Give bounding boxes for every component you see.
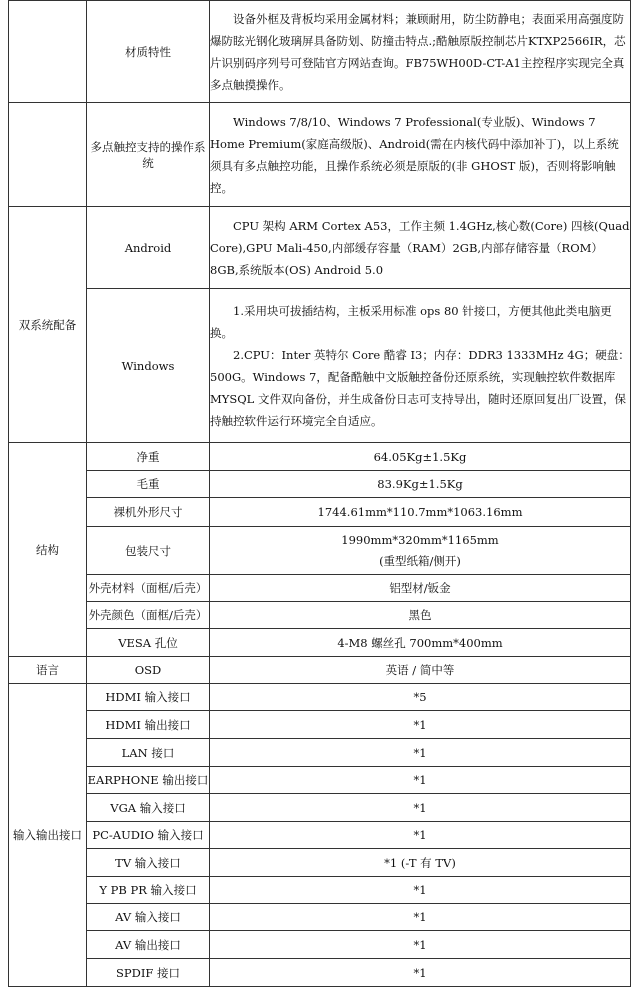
row-label: EARPHONE 输出接口: [87, 767, 210, 794]
section-language: 语言: [9, 657, 87, 684]
table-row: [9, 527, 631, 575]
row-value: 4-M8 螺丝孔 700mm*400mm: [210, 629, 631, 657]
row-label: OSD: [87, 657, 210, 684]
row-value: 铝型材/钣金: [210, 575, 631, 602]
row-value: *1: [210, 904, 631, 931]
row-label: 毛重: [87, 471, 210, 498]
table-row: [9, 629, 631, 657]
table-row: [9, 822, 631, 849]
windows-para-2: 2.CPU：Inter 英特尔 Core 酷睿 I3；内存：DDR3 1333MHz 4G；硬盘：500G。Windows 7，配备酷触中文版触控备份还原系统，实现触控软件数据库 MYSQL 文件双向备份，并生成备份日志可支持导出，随时还原回复出厂设置，保持触控软件运行环境完全自适应。: [210, 347, 630, 428]
row-value-android: [210, 207, 631, 289]
table-row: [9, 575, 631, 602]
row-label: HDMI 输入接口: [87, 684, 210, 711]
row-label-os: 多点触控支持的操作系统: [87, 103, 210, 207]
package-note: (重型纸箱/侧开): [379, 553, 461, 568]
table-row: [9, 1, 631, 103]
row-value: *5: [210, 684, 631, 711]
material-text: 设备外框及背板均采用金属材料；兼顾耐用，防尘防静电；表面采用高强度防爆防眩光钢化玻璃屏具备防划、防撞击特点.;酷触原版控制芯片KTXP2566IR，芯片识别码序列号可登陆官方网站查询。FB75WH00D-CT-A1主控程序实现完全真多点触摸操作。: [210, 11, 626, 92]
row-label: SPDIF 接口: [87, 959, 210, 987]
row-label: VGA 输入接口: [87, 794, 210, 822]
row-value: 英语 / 简中等: [210, 657, 631, 684]
table-row: [9, 767, 631, 794]
row-value: *1: [210, 739, 631, 767]
row-value: *1: [210, 767, 631, 794]
row-value: *1: [210, 822, 631, 849]
table-row: [9, 849, 631, 877]
table-row: [9, 471, 631, 498]
row-label: HDMI 输出接口: [87, 711, 210, 739]
row-label-windows: Windows: [87, 289, 210, 443]
spec-table: [8, 0, 631, 987]
row-label: 外壳材料（面框/后壳）: [87, 575, 210, 602]
row-value: 64.05Kg±1.5Kg: [210, 443, 631, 471]
row-label: 净重: [87, 443, 210, 471]
row-label: 外壳颜色（面框/后壳）: [87, 602, 210, 629]
row-label: PC-AUDIO 输入接口: [87, 822, 210, 849]
table-row: [9, 498, 631, 527]
table-row: [9, 103, 631, 207]
row-label: AV 输出接口: [87, 931, 210, 959]
row-label-material: 材质特性: [87, 1, 210, 103]
row-value: *1: [210, 711, 631, 739]
os-text: Windows 7/8/10、Windows 7 Professional(专业版)、Windows 7 Home Premium(家庭高级版)、Android(需在内核代码中添加补丁)，以上系统须具有多点触控功能，且操作系统必须是原版的(非 GHOST 版)，否则将影响触控。: [210, 114, 619, 195]
section-io: 输入输出接口: [9, 684, 87, 987]
row-value: 1744.61mm*110.7mm*1063.16mm: [210, 498, 631, 527]
table-row: [9, 711, 631, 739]
row-value: *1: [210, 877, 631, 904]
row-value: *1 (-T 有 TV): [210, 849, 631, 877]
row-label: LAN 接口: [87, 739, 210, 767]
table-row: [9, 207, 631, 289]
row-value: *1: [210, 794, 631, 822]
empty-cell: [9, 103, 87, 207]
table-row: [9, 794, 631, 822]
row-value-os: [210, 103, 631, 207]
table-row: [9, 739, 631, 767]
row-value: 黑色: [210, 602, 631, 629]
table-row: [9, 684, 631, 711]
row-label: VESA 孔位: [87, 629, 210, 657]
table-row: [9, 877, 631, 904]
row-label: AV 输入接口: [87, 904, 210, 931]
table-row: [9, 657, 631, 684]
table-row: [9, 443, 631, 471]
row-label: 包装尺寸: [87, 527, 210, 575]
row-label: Y PB PR 输入接口: [87, 877, 210, 904]
table-row: [9, 931, 631, 959]
row-value-windows: [210, 289, 631, 443]
row-value: *1: [210, 959, 631, 987]
row-value: [210, 527, 631, 575]
table-row: [9, 904, 631, 931]
table-row: [9, 602, 631, 629]
package-size: 1990mm*320mm*1165mm: [341, 532, 499, 547]
row-value: 83.9Kg±1.5Kg: [210, 471, 631, 498]
row-value-material: [210, 1, 631, 103]
empty-cell: [9, 1, 87, 103]
windows-para-1: 1.采用块可拔插结构，主板采用标准 ops 80 针接口，方便其他此类电脑更换。: [210, 303, 612, 340]
table-row: [9, 959, 631, 987]
section-structure: 结构: [9, 443, 87, 657]
table-row: [9, 289, 631, 443]
section-dual: 双系统配备: [9, 207, 87, 443]
row-label: TV 输入接口: [87, 849, 210, 877]
row-label-android: Android: [87, 207, 210, 289]
android-text: CPU 架构 ARM Cortex A53，工作主频 1.4GHz,核心数(Core) 四核(Quad Core),GPU Mali-450,内部缓存容量（RAM）2GB,内部存储容量（ROM）8GB,系统版本(OS) Android 5.0: [210, 218, 630, 277]
row-value: *1: [210, 931, 631, 959]
row-label: 裸机外形尺寸: [87, 498, 210, 527]
